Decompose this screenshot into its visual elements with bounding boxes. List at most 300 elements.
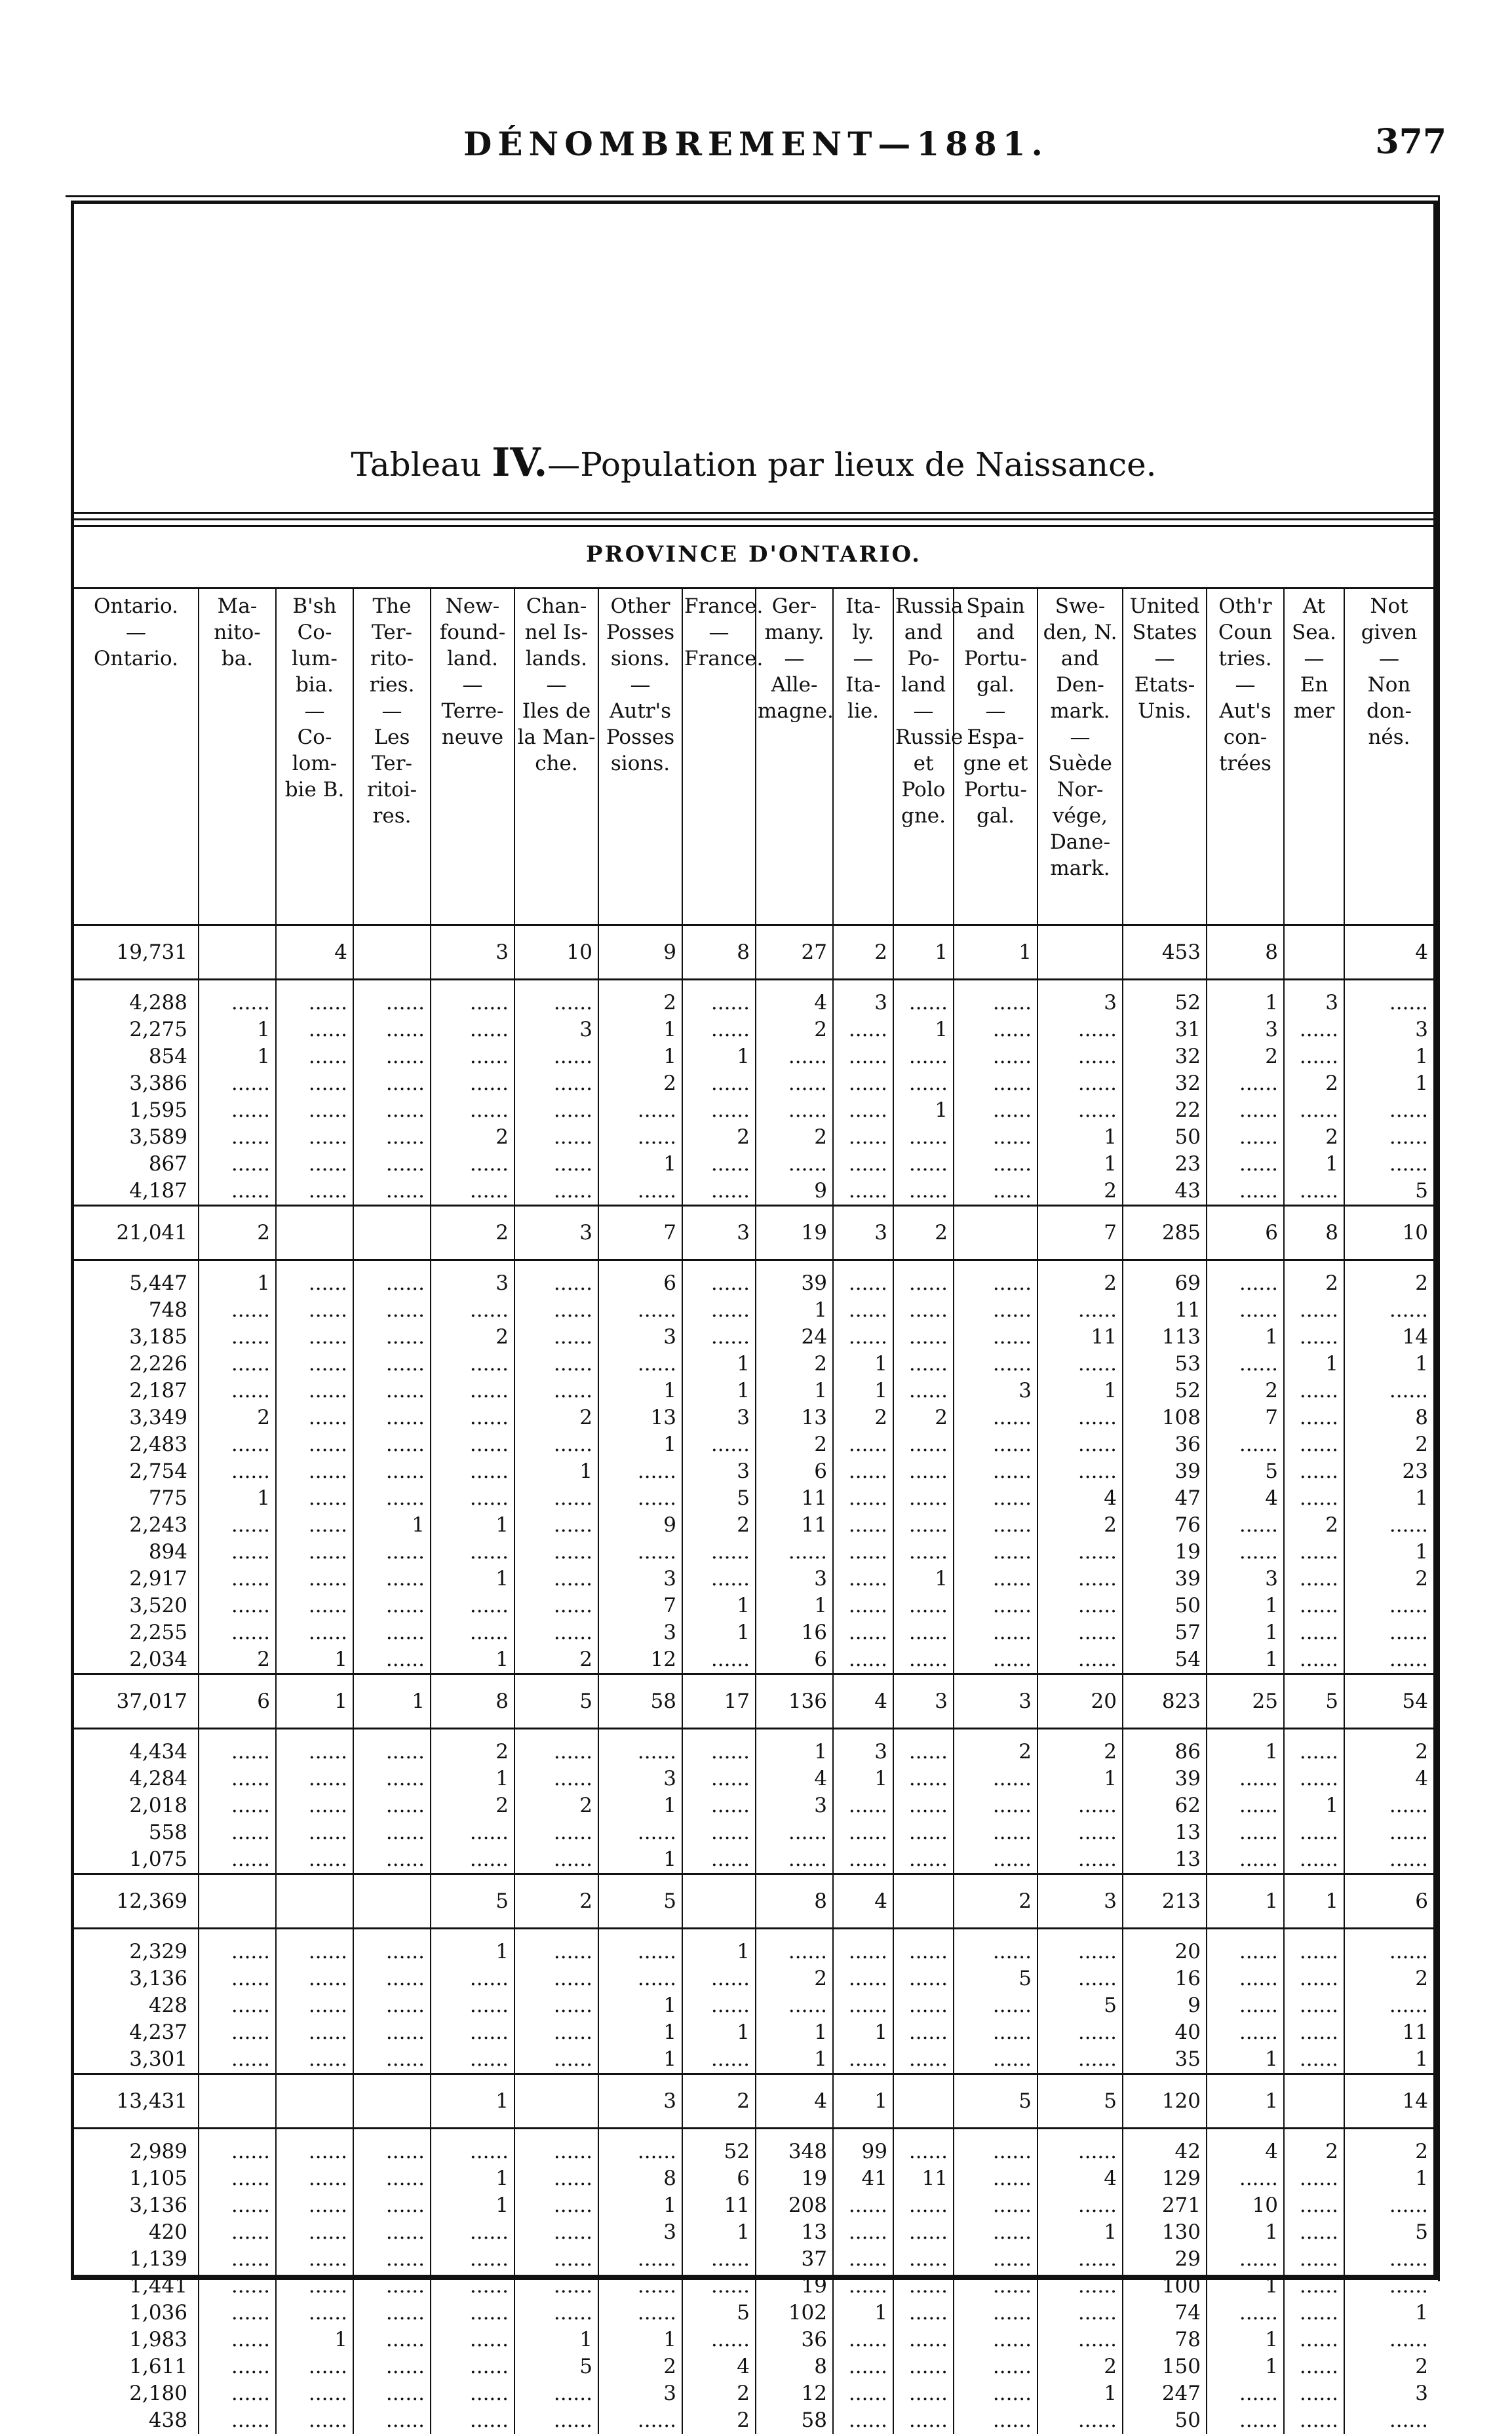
table-cell bbox=[682, 990, 756, 1016]
leader-dots: ...... bbox=[469, 1459, 509, 1483]
table-cell bbox=[682, 1178, 756, 1206]
table-cell: 14 bbox=[1344, 1324, 1433, 1351]
table-cell bbox=[1284, 2353, 1344, 2380]
spacer-cell bbox=[353, 1929, 431, 1939]
table-cell: 2,018 bbox=[129, 1794, 187, 1817]
table-cell bbox=[833, 2219, 893, 2246]
table-cell: 2,255 bbox=[129, 1621, 187, 1644]
table-cell bbox=[276, 2353, 353, 2380]
table-cell: 867 bbox=[148, 1152, 187, 1176]
spacer-cell bbox=[74, 1260, 199, 1271]
table-cell bbox=[276, 2019, 353, 2046]
spacer-cell bbox=[353, 1260, 431, 1271]
table-cell bbox=[756, 1846, 833, 1874]
table-cell bbox=[276, 1206, 353, 1260]
leader-dots: ...... bbox=[908, 2047, 948, 2071]
table-cell: 1 bbox=[756, 1378, 833, 1404]
table-cell bbox=[431, 1619, 514, 1646]
table-cell: 2 bbox=[954, 1739, 1037, 1766]
leader-dots: ...... bbox=[788, 1045, 827, 1068]
table-cell bbox=[353, 1178, 431, 1206]
table-cell bbox=[276, 1965, 353, 1992]
table-cell: 4,187 bbox=[129, 1179, 187, 1203]
leader-dots: ...... bbox=[1077, 1459, 1117, 1483]
leader-dots: ...... bbox=[1239, 1821, 1278, 1844]
table-cell: 1 bbox=[1207, 990, 1284, 1016]
table-cell bbox=[954, 2219, 1037, 2246]
table-cell: 1 bbox=[1207, 2327, 1284, 2353]
table-cell bbox=[199, 1539, 276, 1566]
table-row bbox=[74, 1458, 1433, 1485]
table-cell: 2 bbox=[1207, 1043, 1284, 1070]
leader-dots: ...... bbox=[710, 2274, 750, 2298]
table-cell bbox=[431, 2407, 514, 2434]
leader-dots: ...... bbox=[1077, 1594, 1117, 1617]
spacer-cell bbox=[199, 1260, 276, 1271]
leader-dots: ...... bbox=[848, 2274, 887, 2298]
spacer-cell bbox=[1284, 980, 1344, 990]
leader-dots: ...... bbox=[308, 2382, 347, 2405]
table-cell bbox=[514, 2192, 598, 2219]
leader-dots: ...... bbox=[1077, 2047, 1117, 2071]
leader-dots: ...... bbox=[385, 1098, 425, 1122]
leader-dots: ...... bbox=[553, 2140, 592, 2163]
leader-dots: ...... bbox=[308, 1794, 347, 1817]
table-cell bbox=[893, 1593, 954, 1619]
table-cell: 3,301 bbox=[129, 2047, 187, 2071]
table-cell bbox=[1284, 1404, 1344, 1431]
leader-dots: ...... bbox=[385, 1125, 425, 1149]
table-cell: 3 bbox=[682, 1458, 756, 1485]
table-cell: 52 bbox=[1123, 990, 1207, 1016]
table-cell: 1 bbox=[756, 1593, 833, 1619]
spacer-cell bbox=[353, 1729, 431, 1739]
table-cell: 1 bbox=[756, 2019, 833, 2046]
table-cell bbox=[598, 1485, 682, 1512]
table-row bbox=[74, 1485, 1433, 1512]
leader-dots: ...... bbox=[1389, 2408, 1428, 2432]
leader-dots: ...... bbox=[992, 1298, 1032, 1322]
table-cell bbox=[893, 1151, 954, 1178]
leader-dots: ...... bbox=[1299, 1540, 1338, 1564]
leader-dots: ...... bbox=[908, 1486, 948, 1510]
table-cell bbox=[954, 1404, 1037, 1431]
table-cell: 1 bbox=[1207, 1874, 1284, 1929]
leader-dots: ...... bbox=[1077, 2020, 1117, 2044]
table-cell bbox=[431, 2046, 514, 2074]
leader-dots: ...... bbox=[848, 1540, 887, 1564]
table-cell bbox=[276, 1939, 353, 1965]
table-cell bbox=[954, 1566, 1037, 1593]
table-cell: 5 bbox=[1344, 2219, 1433, 2246]
table-row bbox=[74, 1792, 1433, 1819]
leader-dots: ...... bbox=[908, 1847, 948, 1871]
leader-dots: ...... bbox=[637, 1179, 676, 1203]
table-cell bbox=[353, 1992, 431, 2019]
leader-dots: ...... bbox=[308, 1847, 347, 1871]
leader-dots: ...... bbox=[1299, 1298, 1338, 1322]
table-cell bbox=[833, 1846, 893, 1874]
table-cell bbox=[833, 1485, 893, 1512]
table-cell: 2,275 bbox=[129, 1018, 187, 1041]
table-cell: 894 bbox=[148, 1540, 187, 1564]
leader-dots: ...... bbox=[385, 2140, 425, 2163]
spacer-cell bbox=[353, 2129, 431, 2139]
leader-dots: ...... bbox=[385, 2020, 425, 2044]
table-cell: 1 bbox=[682, 2219, 756, 2246]
leader-dots: ...... bbox=[385, 1594, 425, 1617]
table-cell bbox=[893, 1766, 954, 1792]
table-cell: 39 bbox=[1123, 1766, 1207, 1792]
table-cell: 6 bbox=[1207, 1206, 1284, 1260]
table-cell: 4,284 bbox=[129, 1767, 187, 1790]
table-cell bbox=[1344, 1378, 1433, 1404]
table-cell: 1 bbox=[1284, 1874, 1344, 1929]
spacer-cell bbox=[682, 1260, 756, 1271]
leader-dots: ...... bbox=[553, 1967, 592, 1990]
table-row bbox=[74, 1846, 1433, 1874]
table-cell: 2 bbox=[833, 925, 893, 980]
spacer-cell bbox=[833, 1260, 893, 1271]
table-cell: 50 bbox=[1123, 2407, 1207, 2434]
table-cell: 6 bbox=[1344, 1874, 1433, 1929]
leader-dots: ...... bbox=[308, 1740, 347, 1764]
leader-dots: ...... bbox=[1389, 1379, 1428, 1402]
table-cell: 102 bbox=[756, 2300, 833, 2327]
table-cell: 1 bbox=[431, 1566, 514, 1593]
table-cell bbox=[954, 1512, 1037, 1539]
table-cell: 1 bbox=[833, 2300, 893, 2327]
table-cell: 19 bbox=[756, 2165, 833, 2192]
table-cell bbox=[514, 1539, 598, 1566]
table-cell bbox=[1037, 1431, 1123, 1458]
table-cell bbox=[1284, 1992, 1344, 2019]
leader-dots: ...... bbox=[1299, 2167, 1338, 2190]
table-cell bbox=[353, 1151, 431, 1178]
spacer-cell bbox=[1284, 1729, 1344, 1739]
leader-dots: ...... bbox=[385, 1967, 425, 1990]
leader-dots: ...... bbox=[1389, 991, 1428, 1014]
table-cell: 9 bbox=[756, 1178, 833, 1206]
table-cell bbox=[893, 2380, 954, 2407]
table-row bbox=[74, 2246, 1433, 2273]
leader-dots: ...... bbox=[637, 1821, 676, 1844]
leader-dots: ...... bbox=[308, 2408, 347, 2432]
table-cell: 6 bbox=[598, 1270, 682, 1297]
leader-dots: ...... bbox=[308, 1594, 347, 1617]
table-cell bbox=[431, 2273, 514, 2300]
table-cell bbox=[276, 1819, 353, 1846]
leader-dots: ...... bbox=[992, 1648, 1032, 1671]
table-cell: 1 bbox=[1344, 1539, 1433, 1566]
table-cell bbox=[756, 1043, 833, 1070]
table-cell bbox=[353, 2019, 431, 2046]
table-cell bbox=[954, 2192, 1037, 2219]
table-cell bbox=[893, 1992, 954, 2019]
table-cell bbox=[431, 1016, 514, 1043]
table-cell bbox=[598, 2273, 682, 2300]
table-cell bbox=[1284, 1766, 1344, 1792]
leader-dots: ...... bbox=[469, 1994, 509, 2017]
table-cell bbox=[833, 1297, 893, 1324]
table-cell: 2 bbox=[954, 1874, 1037, 1929]
spacer-cell bbox=[514, 1260, 598, 1271]
table-cell bbox=[954, 1992, 1037, 2019]
table-row bbox=[74, 1819, 1433, 1846]
table-cell bbox=[833, 1458, 893, 1485]
table-cell bbox=[1284, 2407, 1344, 2434]
table-cell: 285 bbox=[1123, 1206, 1207, 1260]
total-row bbox=[74, 1874, 1433, 1929]
table-cell: 5,447 bbox=[129, 1271, 187, 1295]
leader-dots: ...... bbox=[1077, 2247, 1117, 2271]
leader-dots: ...... bbox=[908, 1152, 948, 1176]
table-cell bbox=[514, 2019, 598, 2046]
leader-dots: ...... bbox=[231, 2020, 270, 2044]
table-cell: 29 bbox=[1123, 2246, 1207, 2273]
table-cell bbox=[682, 1965, 756, 1992]
leader-dots: ...... bbox=[308, 1540, 347, 1564]
table-cell: 2,243 bbox=[129, 1513, 187, 1537]
table-cell bbox=[833, 2327, 893, 2353]
table-cell: 1 bbox=[756, 1739, 833, 1766]
table-cell bbox=[1344, 990, 1433, 1016]
table-cell: 5 bbox=[514, 1674, 598, 1729]
population-table bbox=[74, 587, 1433, 2434]
table-cell bbox=[353, 2138, 431, 2165]
table-cell bbox=[199, 1939, 276, 1965]
table-cell: 9 bbox=[598, 1512, 682, 1539]
table-cell bbox=[431, 2327, 514, 2353]
table-cell bbox=[199, 2327, 276, 2353]
table-cell bbox=[431, 1070, 514, 1097]
table-cell: 1 bbox=[1344, 2046, 1433, 2074]
table-cell bbox=[954, 2246, 1037, 2273]
table-cell: 2,483 bbox=[129, 1433, 187, 1456]
table-cell bbox=[1344, 2273, 1433, 2300]
table-cell bbox=[1207, 2300, 1284, 2327]
table-cell bbox=[199, 1766, 276, 1792]
leader-dots: ...... bbox=[385, 1152, 425, 1176]
table-cell bbox=[954, 1016, 1037, 1043]
table-row bbox=[74, 1739, 1433, 1766]
table-cell: 3 bbox=[1207, 1566, 1284, 1593]
table-cell bbox=[756, 1992, 833, 2019]
table-cell bbox=[199, 1297, 276, 1324]
table-cell: 1 bbox=[893, 925, 954, 980]
table-cell bbox=[199, 1458, 276, 1485]
table-cell bbox=[276, 1351, 353, 1378]
leader-dots: ...... bbox=[469, 2328, 509, 2351]
table-cell bbox=[514, 1043, 598, 1070]
spacer-row bbox=[74, 980, 1433, 990]
table-cell: 348 bbox=[756, 2138, 833, 2165]
table-cell: 2,226 bbox=[129, 1352, 187, 1376]
table-cell: 1 bbox=[1284, 1792, 1344, 1819]
leader-dots: ...... bbox=[231, 1179, 270, 1203]
table-cell bbox=[353, 1646, 431, 1674]
table-cell bbox=[353, 1819, 431, 1846]
leader-dots: ...... bbox=[553, 1379, 592, 1402]
leader-dots: ...... bbox=[848, 2247, 887, 2271]
leader-dots: ...... bbox=[1239, 1298, 1278, 1322]
table-cell: 558 bbox=[148, 1821, 187, 1844]
table-cell bbox=[276, 1739, 353, 1766]
leader-dots: ...... bbox=[308, 991, 347, 1014]
table-cell: 24 bbox=[756, 1324, 833, 1351]
table-cell bbox=[431, 1539, 514, 1566]
table-cell bbox=[353, 1939, 431, 1965]
spacer-cell bbox=[682, 2129, 756, 2139]
table-cell bbox=[954, 1043, 1037, 1070]
table-cell bbox=[1207, 1070, 1284, 1097]
table-cell bbox=[833, 1819, 893, 1846]
leader-dots: ...... bbox=[553, 1513, 592, 1537]
table-cell bbox=[833, 1324, 893, 1351]
leader-dots: ...... bbox=[1239, 2247, 1278, 2271]
table-cell bbox=[353, 1324, 431, 1351]
leader-dots: ...... bbox=[1077, 2301, 1117, 2325]
table-cell bbox=[514, 1151, 598, 1178]
leader-dots: ...... bbox=[1299, 2247, 1338, 2271]
leader-dots: ...... bbox=[848, 2220, 887, 2244]
table-cell bbox=[1207, 1939, 1284, 1965]
leader-dots: ...... bbox=[308, 1967, 347, 1990]
table-cell: 2 bbox=[1344, 1270, 1433, 1297]
leader-dots: ...... bbox=[469, 1486, 509, 1510]
table-cell: 775 bbox=[148, 1486, 187, 1510]
table-cell: 11 bbox=[1037, 1324, 1123, 1351]
table-cell bbox=[954, 1619, 1037, 1646]
leader-dots: ...... bbox=[385, 2247, 425, 2271]
table-cell: 1 bbox=[682, 1619, 756, 1646]
leader-dots: ...... bbox=[1299, 2047, 1338, 2071]
table-cell bbox=[1207, 1124, 1284, 1151]
table-cell bbox=[431, 2246, 514, 2273]
column-header: Swe-den, N. and Den-mark. — Suède Nor-vége, Dane-mark. bbox=[1037, 589, 1123, 925]
leader-dots: ...... bbox=[308, 1486, 347, 1510]
table-cell: 208 bbox=[756, 2192, 833, 2219]
leader-dots: ...... bbox=[908, 1125, 948, 1149]
table-cell bbox=[514, 1485, 598, 1512]
table-cell bbox=[893, 2407, 954, 2434]
table-cell bbox=[199, 1819, 276, 1846]
table-cell: 2,187 bbox=[129, 1379, 187, 1402]
table-cell bbox=[893, 1043, 954, 1070]
leader-dots: ...... bbox=[385, 1994, 425, 2017]
table-cell: 35 bbox=[1123, 2046, 1207, 2074]
table-cell bbox=[353, 1297, 431, 1324]
leader-dots: ...... bbox=[992, 1325, 1032, 1349]
leader-dots: ...... bbox=[1299, 1459, 1338, 1483]
leader-dots: ...... bbox=[1299, 2355, 1338, 2378]
leader-dots: ...... bbox=[231, 1767, 270, 1790]
leader-dots: ...... bbox=[308, 1994, 347, 2017]
table-cell bbox=[756, 1939, 833, 1965]
leader-dots: ...... bbox=[710, 2047, 750, 2071]
table-cell: 1 bbox=[833, 1766, 893, 1792]
leader-dots: ...... bbox=[1299, 2382, 1338, 2405]
table-row bbox=[74, 1766, 1433, 1792]
leader-dots: ...... bbox=[1077, 2274, 1117, 2298]
leader-dots: ...... bbox=[1299, 1621, 1338, 1644]
table-cell: 1 bbox=[598, 1431, 682, 1458]
table-cell: 1 bbox=[1344, 2300, 1433, 2327]
table-cell: 2 bbox=[1344, 2353, 1433, 2380]
table-cell bbox=[431, 1485, 514, 1512]
leader-dots: ...... bbox=[908, 1379, 948, 1402]
leader-dots: ...... bbox=[385, 2274, 425, 2298]
table-cell bbox=[1207, 2380, 1284, 2407]
leader-dots: ...... bbox=[1299, 1179, 1338, 1203]
table-cell bbox=[1284, 1178, 1344, 1206]
table-cell bbox=[833, 1646, 893, 1674]
table-cell bbox=[756, 1819, 833, 1846]
table-cell: 2 bbox=[893, 1404, 954, 1431]
table-cell bbox=[1207, 1151, 1284, 1178]
table-cell bbox=[833, 1270, 893, 1297]
leader-dots: ...... bbox=[992, 1045, 1032, 1068]
table-cell bbox=[276, 1485, 353, 1512]
leader-dots: ...... bbox=[231, 1621, 270, 1644]
table-cell bbox=[1037, 1846, 1123, 1874]
table-cell bbox=[1207, 1992, 1284, 2019]
leader-dots: ...... bbox=[385, 2328, 425, 2351]
table-cell: 1 bbox=[833, 2019, 893, 2046]
table-cell bbox=[1284, 2046, 1344, 2074]
table-cell: 1 bbox=[431, 1939, 514, 1965]
table-cell: 4 bbox=[1344, 1766, 1433, 1792]
table-cell bbox=[514, 2165, 598, 2192]
leader-dots: ...... bbox=[1389, 1594, 1428, 1617]
leader-dots: ...... bbox=[1299, 1325, 1338, 1349]
table-cell: 32 bbox=[1123, 1070, 1207, 1097]
spacer-cell bbox=[276, 980, 353, 990]
leader-dots: ...... bbox=[308, 2047, 347, 2071]
table-cell bbox=[431, 2219, 514, 2246]
leader-dots: ...... bbox=[908, 2355, 948, 2378]
table-cell: 1 bbox=[598, 1992, 682, 2019]
leader-dots: ...... bbox=[788, 1152, 827, 1176]
table-cell: 247 bbox=[1123, 2380, 1207, 2407]
table-cell bbox=[199, 2300, 276, 2327]
leader-dots: ...... bbox=[231, 1098, 270, 1122]
column-header: Ma-nito-ba. bbox=[199, 589, 276, 925]
spacer-cell bbox=[276, 2129, 353, 2139]
table-cell: 1 bbox=[598, 1043, 682, 1070]
table-cell bbox=[1037, 2138, 1123, 2165]
table-cell: 5 bbox=[1344, 1178, 1433, 1206]
leader-dots: ...... bbox=[908, 2408, 948, 2432]
table-cell bbox=[1284, 2019, 1344, 2046]
table-cell: 2 bbox=[756, 1965, 833, 1992]
table-cell bbox=[893, 1792, 954, 1819]
table-cell: 1 bbox=[833, 2074, 893, 2129]
table-cell: 3 bbox=[514, 1206, 598, 1260]
table-cell bbox=[1037, 925, 1123, 980]
table-cell: 1 bbox=[1207, 1593, 1284, 1619]
spacer-cell bbox=[954, 1729, 1037, 1739]
spacer-cell bbox=[353, 980, 431, 990]
table-cell bbox=[682, 1646, 756, 1674]
table-cell bbox=[954, 1351, 1037, 1378]
leader-dots: ...... bbox=[710, 1767, 750, 1790]
spacer-cell bbox=[756, 2129, 833, 2139]
table-cell bbox=[353, 2246, 431, 2273]
spacer-cell bbox=[514, 2129, 598, 2139]
table-cell bbox=[276, 1992, 353, 2019]
table-row bbox=[74, 1270, 1433, 1297]
